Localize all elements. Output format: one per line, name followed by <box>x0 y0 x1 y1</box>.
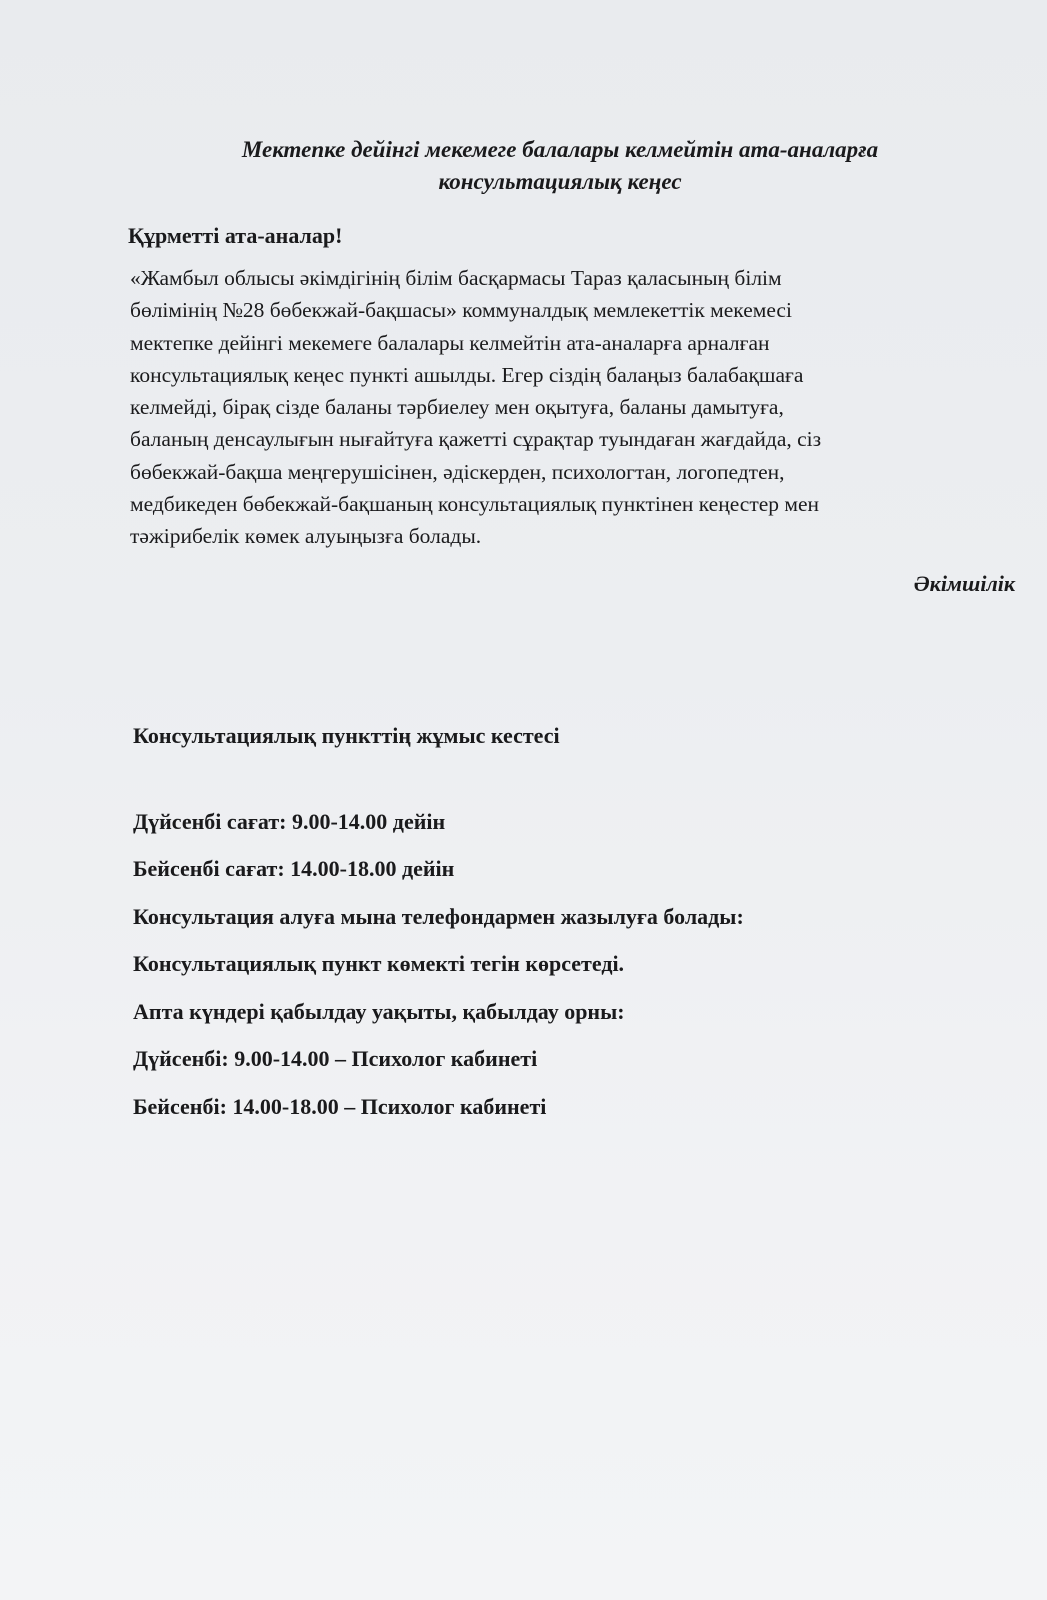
schedule-line-free-help: Консультациялық пункт көмекті тегін көрсетеді. <box>133 951 625 976</box>
document-title <box>120 134 1000 198</box>
body-line: бөбекжай-бақша меңгерушісінен, әдіскерден, психологтан, логопедтен, <box>130 459 785 484</box>
title-line-1: Мектепке дейінгі мекемеге балалары келмейтін ата-аналарға <box>241 137 879 162</box>
body-line: «Жамбыл облысы әкімдігінің білім басқармасы Тараз қаласының білім <box>130 266 782 290</box>
signature: Әкімшілік <box>913 571 1015 596</box>
body-line: консультациялық кеңес пункті ашылды. Егер сіздің балаңыз балабақшаға <box>130 362 804 387</box>
schedule-heading: Консультациялық пункттің жұмыс кестесі <box>133 723 560 748</box>
schedule-line-monday-room: Дүйсенбі: 9.00-14.00 – Психолог кабинеті <box>133 1046 538 1071</box>
schedule-line-thursday-room: Бейсенбі: 14.00-18.00 – Психолог кабинеті <box>133 1094 547 1119</box>
schedule-line-phone-signup: Консультация алуға мына телефондармен жазылуға болады: <box>133 904 744 929</box>
body-line: келмейді, бірақ сізде баланы тәрбиелеу мен оқытуға, баланы дамытуға, <box>130 395 784 420</box>
schedule-line-reception-heading: Апта күндері қабылдау уақыты, қабылдау орны: <box>133 999 625 1024</box>
schedule-line-thursday-hours: Бейсенбі сағат: 14.00-18.00 дейін <box>133 856 455 881</box>
body-line: баланың денсаулығын нығайтуға қажетті сұрақтар туындаған жағдайда, сіз <box>130 427 822 452</box>
body-line: бөлімінің №28 бөбекжай-бақшасы» коммуналдық мемлекеттік мекемесі <box>130 298 792 323</box>
body-line: тәжірибелік көмек алуыңызға болады. <box>130 524 482 549</box>
body-line: мектепке дейінгі мекемеге балалары келмейтін ата-аналарға арналған <box>130 330 770 355</box>
body-line: медбикеден бөбекжай-бақшаның консультациялық пунктінен кеңестер мен <box>130 492 820 517</box>
schedule-line-monday-hours: Дүйсенбі сағат: 9.00-14.00 дейін <box>133 809 446 834</box>
title-line-2: консультациялық кеңес <box>438 169 682 194</box>
greeting: Құрметті ата-аналар! <box>128 223 343 248</box>
body-paragraph <box>130 262 1010 553</box>
